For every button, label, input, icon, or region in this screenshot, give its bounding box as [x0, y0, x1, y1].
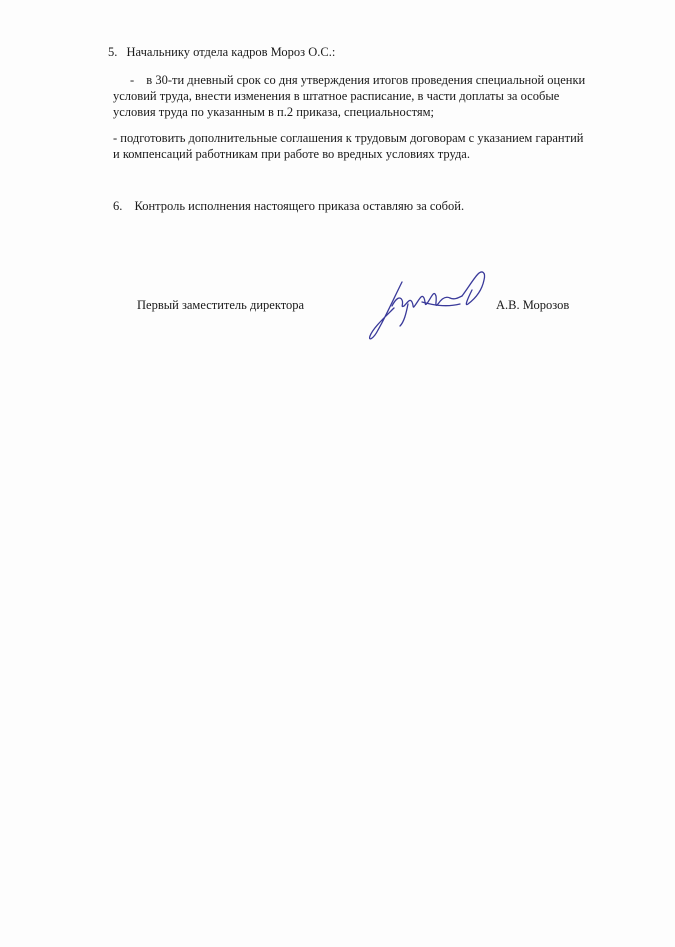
item-6-line: [113, 198, 464, 214]
bullet-1-text-2: условий труда, внести изменения в штатное расписание, в части доплаты за особые: [113, 89, 560, 103]
item-5-bullet-1-line-1: [130, 72, 585, 88]
bullet-dash: -: [130, 73, 135, 87]
bullet-1-text-3: условия труда по указанным в п.2 приказа, специальностям;: [113, 105, 434, 119]
item-5-heading: Начальнику отдела кадров Мороз О.С.:: [126, 45, 336, 59]
item-6-number: 6.: [113, 199, 123, 213]
handwritten-signature-icon: [364, 268, 494, 348]
item-5-heading-line: [108, 44, 335, 60]
bullet-2-text-2: и компенсаций работникам при работе во вредных условиях труда.: [113, 147, 470, 161]
bullet-1-text-1: в 30-ти дневный срок со дня утверждения итогов проведения специальной оценки: [146, 73, 586, 87]
item-5-bullet-2-line-1: [113, 130, 583, 146]
bullet-2-text-1: - подготовить дополнительные соглашения к трудовым договорам с указанием гарантий: [113, 131, 584, 145]
position-title: Первый заместитель директора: [137, 298, 305, 312]
item-5-bullet-2-line-2: [113, 146, 470, 162]
signer-name: А.В. Морозов: [496, 298, 570, 312]
item-5-bullet-1-line-2: [113, 88, 624, 104]
item-5-bullet-1-line-3: [113, 104, 434, 120]
item-5-number: 5.: [108, 45, 118, 59]
item-6-text: Контроль исполнения настоящего приказа оставляю за собой.: [134, 199, 465, 213]
